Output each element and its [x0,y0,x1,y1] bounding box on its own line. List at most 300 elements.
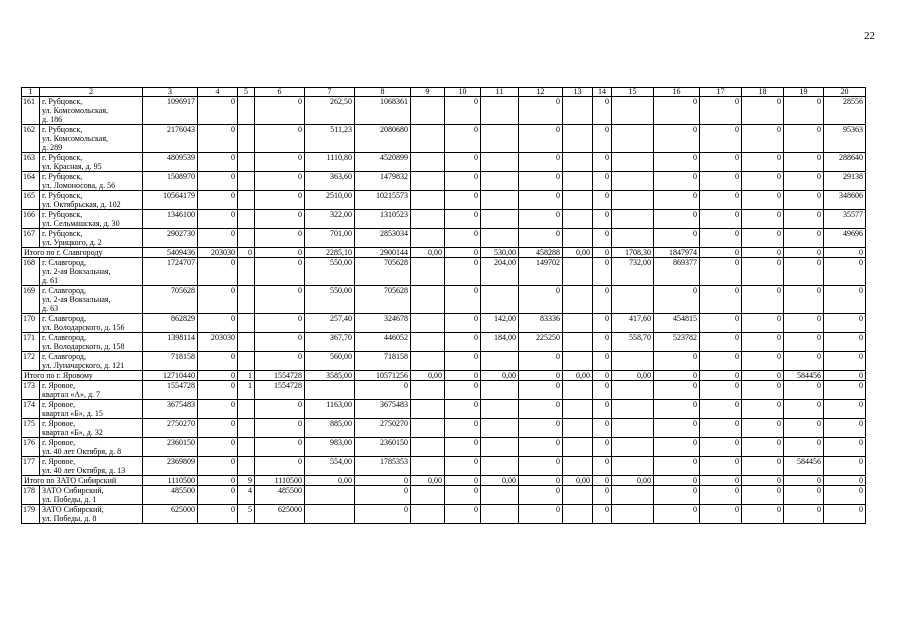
value-cell: 0 [255,191,305,210]
value-cell: 0 [824,352,866,371]
value-cell: 0 [445,381,481,400]
value-cell [481,505,519,524]
value-cell: 1398114 [143,333,198,352]
value-cell: 0 [654,371,700,381]
value-cell [563,457,593,476]
column-header: 11 [481,88,519,97]
value-cell: 554,00 [305,457,355,476]
value-cell: 2360150 [143,438,198,457]
value-cell: 0 [198,258,238,286]
value-cell: 0 [824,314,866,333]
row-number: 166 [22,210,40,229]
value-cell: 0,00 [563,371,593,381]
table-row [22,352,866,371]
value-cell: 0 [742,314,784,333]
column-header: 18 [742,88,784,97]
value-cell [563,352,593,371]
row-number: 179 [22,505,40,524]
value-cell [563,258,593,286]
value-cell: 0 [824,371,866,381]
value-cell: 0 [700,419,742,438]
value-cell [238,438,255,457]
value-cell [411,314,445,333]
value-cell [238,333,255,352]
value-cell [612,381,654,400]
address-cell: г. Яровое, квартал «А», д. 7 [40,381,143,400]
value-cell: 0 [700,229,742,248]
value-cell: 0 [700,476,742,486]
value-cell: 0 [654,438,700,457]
value-cell [238,125,255,153]
value-cell: 0 [593,400,612,419]
value-cell: 0,00 [563,248,593,258]
address-cell: г. Славгород, ул. Володарского, д. 156 [40,314,143,333]
value-cell: 0 [700,286,742,314]
value-cell: 0 [784,125,824,153]
value-cell: 0 [198,486,238,505]
table-row [22,505,866,524]
value-cell [238,352,255,371]
value-cell: 2853034 [355,229,411,248]
value-cell [612,400,654,419]
column-header: 6 [255,88,305,97]
value-cell: 0 [824,476,866,486]
value-cell: 0 [255,125,305,153]
value-cell [563,486,593,505]
value-cell: 0 [700,248,742,258]
value-cell [563,438,593,457]
value-cell: 0 [742,248,784,258]
value-cell: 0 [654,486,700,505]
value-cell: 0 [784,333,824,352]
value-cell [481,400,519,419]
value-cell: 0 [593,371,612,381]
header-row [22,88,866,97]
value-cell: 0 [198,125,238,153]
value-cell: 29138 [824,172,866,191]
value-cell [238,229,255,248]
row-number: 178 [22,486,40,505]
value-cell: 0 [445,229,481,248]
value-cell: 0 [593,419,612,438]
address-cell: ЗАТО Сибирский, ул. Победы, д. 1 [40,486,143,505]
table-row [22,97,866,125]
value-cell: 0 [593,210,612,229]
value-cell [238,457,255,476]
value-cell: 485500 [143,486,198,505]
value-cell [481,210,519,229]
value-cell: 0 [784,486,824,505]
column-header: 12 [519,88,563,97]
value-cell: 0 [255,438,305,457]
value-cell: 0 [824,400,866,419]
table-row [22,229,866,248]
value-cell: 0 [593,172,612,191]
value-cell: 1110500 [255,476,305,486]
column-header: 15 [612,88,654,97]
value-cell: 3585,00 [305,371,355,381]
address-cell: г. Рубцовск, ул. Комсомольская, д. 289 [40,125,143,153]
value-cell: 705628 [355,286,411,314]
column-header: 17 [700,88,742,97]
value-cell: 0 [654,286,700,314]
value-cell: 0 [198,191,238,210]
value-cell: 0 [445,172,481,191]
address-cell: г. Яровое, квартал «Б», д. 32 [40,419,143,438]
value-cell: 142,00 [481,314,519,333]
value-cell: 560,00 [305,352,355,371]
value-cell: 0 [742,486,784,505]
value-cell: 0 [742,229,784,248]
value-cell: 0 [700,191,742,210]
value-cell: 0 [445,97,481,125]
row-number: 175 [22,419,40,438]
total-row [22,371,866,381]
value-cell [411,457,445,476]
value-cell [481,381,519,400]
value-cell [411,286,445,314]
value-cell: 0 [742,125,784,153]
value-cell: 705628 [143,286,198,314]
value-cell: 0 [654,505,700,524]
value-cell: 0 [445,505,481,524]
value-cell: 4520899 [355,153,411,172]
value-cell [563,381,593,400]
value-cell: 2902730 [143,229,198,248]
value-cell: 0 [519,486,563,505]
row-number: 168 [22,258,40,286]
value-cell: 0 [445,191,481,210]
value-cell: 0 [445,371,481,381]
value-cell: 0 [742,172,784,191]
value-cell: 0 [700,172,742,191]
value-cell: 1479832 [355,172,411,191]
value-cell: 2080680 [355,125,411,153]
value-cell: 718158 [355,352,411,371]
value-cell: 584456 [784,371,824,381]
value-cell: 0 [700,97,742,125]
value-cell: 0 [700,125,742,153]
value-cell [563,333,593,352]
value-cell [481,97,519,125]
value-cell: 0 [593,229,612,248]
value-cell: 2750270 [143,419,198,438]
value-cell [411,438,445,457]
value-cell: 0 [824,333,866,352]
value-cell: 0 [593,314,612,333]
value-cell: 0 [355,381,411,400]
value-cell: 0,00 [612,476,654,486]
value-cell: 0 [784,286,824,314]
value-cell: 0 [700,486,742,505]
table-row [22,333,866,352]
value-cell [481,229,519,248]
value-cell [612,286,654,314]
value-cell: 550,00 [305,286,355,314]
value-cell [481,172,519,191]
value-cell: 0 [198,419,238,438]
value-cell: 458288 [519,248,563,258]
value-cell [481,352,519,371]
value-cell: 0 [593,153,612,172]
total-label: Итого по ЗАТО Сибирский [22,476,143,486]
value-cell: 0 [700,153,742,172]
value-cell: 1110,80 [305,153,355,172]
value-cell: 0 [445,333,481,352]
value-cell: 0 [445,486,481,505]
value-cell: 0 [824,286,866,314]
value-cell: 0 [784,210,824,229]
table-row [22,457,866,476]
value-cell: 0 [824,438,866,457]
value-cell: 0 [445,210,481,229]
value-cell: 0 [784,191,824,210]
value-cell: 446052 [355,333,411,352]
value-cell: 0 [198,371,238,381]
value-cell: 0 [519,400,563,419]
value-cell: 12710440 [143,371,198,381]
value-cell: 1 [238,371,255,381]
value-cell [612,352,654,371]
value-cell [563,191,593,210]
value-cell: 0 [519,286,563,314]
value-cell [481,191,519,210]
value-cell: 0 [784,400,824,419]
table-row [22,314,866,333]
value-cell: 0 [700,210,742,229]
value-cell [612,486,654,505]
value-cell: 0 [593,505,612,524]
value-cell: 2750270 [355,419,411,438]
value-cell: 2900144 [355,248,411,258]
row-number: 163 [22,153,40,172]
value-cell [612,457,654,476]
value-cell [411,210,445,229]
table-row [22,381,866,400]
value-cell: 4 [238,486,255,505]
value-cell [238,191,255,210]
value-cell: 0 [700,333,742,352]
column-header: 7 [305,88,355,97]
value-cell: 0 [784,476,824,486]
value-cell [411,229,445,248]
value-cell: 0 [742,371,784,381]
value-cell: 0 [255,314,305,333]
value-cell: 1724707 [143,258,198,286]
value-cell: 0 [654,191,700,210]
value-cell: 0 [198,229,238,248]
total-row [22,476,866,486]
value-cell: 0 [255,419,305,438]
value-cell [563,505,593,524]
value-cell [411,486,445,505]
value-cell: 0 [519,457,563,476]
total-label: Итого по г. Яровому [22,371,143,381]
value-cell: 0 [784,248,824,258]
value-cell: 625000 [255,505,305,524]
value-cell [612,210,654,229]
value-cell [238,210,255,229]
value-cell: 0 [742,333,784,352]
value-cell: 0 [519,419,563,438]
value-cell: 550,00 [305,258,355,286]
value-cell: 0 [445,457,481,476]
table-row [22,125,866,153]
table-row [22,172,866,191]
value-cell: 0 [654,419,700,438]
value-cell: 10571256 [355,371,411,381]
value-cell: 0 [255,229,305,248]
value-cell: 28556 [824,97,866,125]
value-cell: 0 [198,210,238,229]
value-cell: 2176043 [143,125,198,153]
value-cell: 0 [519,153,563,172]
value-cell: 454815 [654,314,700,333]
value-cell: 0 [255,333,305,352]
value-cell: 0 [742,381,784,400]
table-row [22,486,866,505]
row-number: 171 [22,333,40,352]
value-cell: 9 [238,476,255,486]
address-cell: г. Рубцовск, ул. Ломоносова, д. 56 [40,172,143,191]
value-cell: 0 [742,400,784,419]
value-cell [481,286,519,314]
value-cell: 0 [784,381,824,400]
value-cell: 0 [784,229,824,248]
value-cell [481,125,519,153]
column-header: 1 [22,88,40,97]
value-cell: 1 [238,381,255,400]
value-cell: 10215573 [355,191,411,210]
value-cell [411,258,445,286]
address-cell: г. Яровое, ул. 40 лет Октября, д. 8 [40,438,143,457]
value-cell: 0 [654,210,700,229]
value-cell: 0 [255,457,305,476]
value-cell: 1068361 [355,97,411,125]
address-cell: г. Яровое, квартал «Б», д. 15 [40,400,143,419]
value-cell: 0 [654,229,700,248]
row-number: 170 [22,314,40,333]
value-cell: 324678 [355,314,411,333]
value-cell: 0 [824,248,866,258]
row-number: 174 [22,400,40,419]
value-cell: 705628 [355,258,411,286]
value-cell: 0 [198,438,238,457]
value-cell: 0 [824,505,866,524]
value-cell: 0 [742,210,784,229]
value-cell: 0 [445,153,481,172]
value-cell: 225250 [519,333,563,352]
row-number: 164 [22,172,40,191]
value-cell: 0 [238,248,255,258]
address-cell: г. Рубцовск, ул. Комсомольская, д. 186 [40,97,143,125]
value-cell: 485500 [255,486,305,505]
value-cell [238,97,255,125]
value-cell [481,457,519,476]
value-cell: 0 [742,419,784,438]
value-cell: 0 [198,172,238,191]
value-cell: 0 [784,438,824,457]
value-cell [612,419,654,438]
column-header: 10 [445,88,481,97]
value-cell [563,125,593,153]
address-cell: г. Рубцовск, ул. Урицкого, д. 2 [40,229,143,248]
address-cell: г. Славгород, ул. 2-ая Вокзальная, д. 63 [40,286,143,314]
value-cell: 0,00 [481,476,519,486]
row-number: 177 [22,457,40,476]
value-cell [612,97,654,125]
value-cell: 0 [700,400,742,419]
value-cell [411,125,445,153]
value-cell: 0 [700,352,742,371]
value-cell: 0 [593,248,612,258]
value-cell: 0 [198,457,238,476]
column-header: 9 [411,88,445,97]
column-header: 5 [238,88,255,97]
value-cell: 0 [198,352,238,371]
value-cell: 0 [445,352,481,371]
value-cell [612,125,654,153]
column-header: 8 [355,88,411,97]
value-cell: 1110500 [143,476,198,486]
value-cell: 0 [255,258,305,286]
value-cell [612,153,654,172]
value-cell: 0,00 [563,476,593,486]
address-cell: г. Яровое, ул. 40 лет Октября, д. 13 [40,457,143,476]
value-cell [305,505,355,524]
value-cell: 0 [700,381,742,400]
value-cell: 0 [654,352,700,371]
value-cell: 0 [654,476,700,486]
value-cell: 149702 [519,258,563,286]
value-cell [411,505,445,524]
value-cell [238,419,255,438]
column-header: 13 [563,88,593,97]
value-cell: 0 [445,286,481,314]
value-cell: 0 [445,438,481,457]
value-cell [563,172,593,191]
value-cell: 0 [255,248,305,258]
value-cell [411,191,445,210]
value-cell: 288640 [824,153,866,172]
value-cell [612,172,654,191]
value-cell: 3675483 [355,400,411,419]
value-cell: 0 [654,172,700,191]
row-number: 167 [22,229,40,248]
value-cell: 0 [742,286,784,314]
value-cell: 0 [742,476,784,486]
value-cell: 0 [700,371,742,381]
value-cell: 862829 [143,314,198,333]
value-cell: 0 [445,248,481,258]
value-cell [411,381,445,400]
table-row [22,191,866,210]
value-cell: 701,00 [305,229,355,248]
value-cell: 0 [445,419,481,438]
value-cell [305,381,355,400]
value-cell: 363,60 [305,172,355,191]
value-cell: 0 [824,486,866,505]
value-cell: 511,23 [305,125,355,153]
value-cell: 0 [198,153,238,172]
value-cell [563,210,593,229]
value-cell: 869377 [654,258,700,286]
value-cell: 1708,30 [612,248,654,258]
value-cell: 0 [593,97,612,125]
value-cell: 0 [824,381,866,400]
value-cell: 49696 [824,229,866,248]
table-row [22,419,866,438]
